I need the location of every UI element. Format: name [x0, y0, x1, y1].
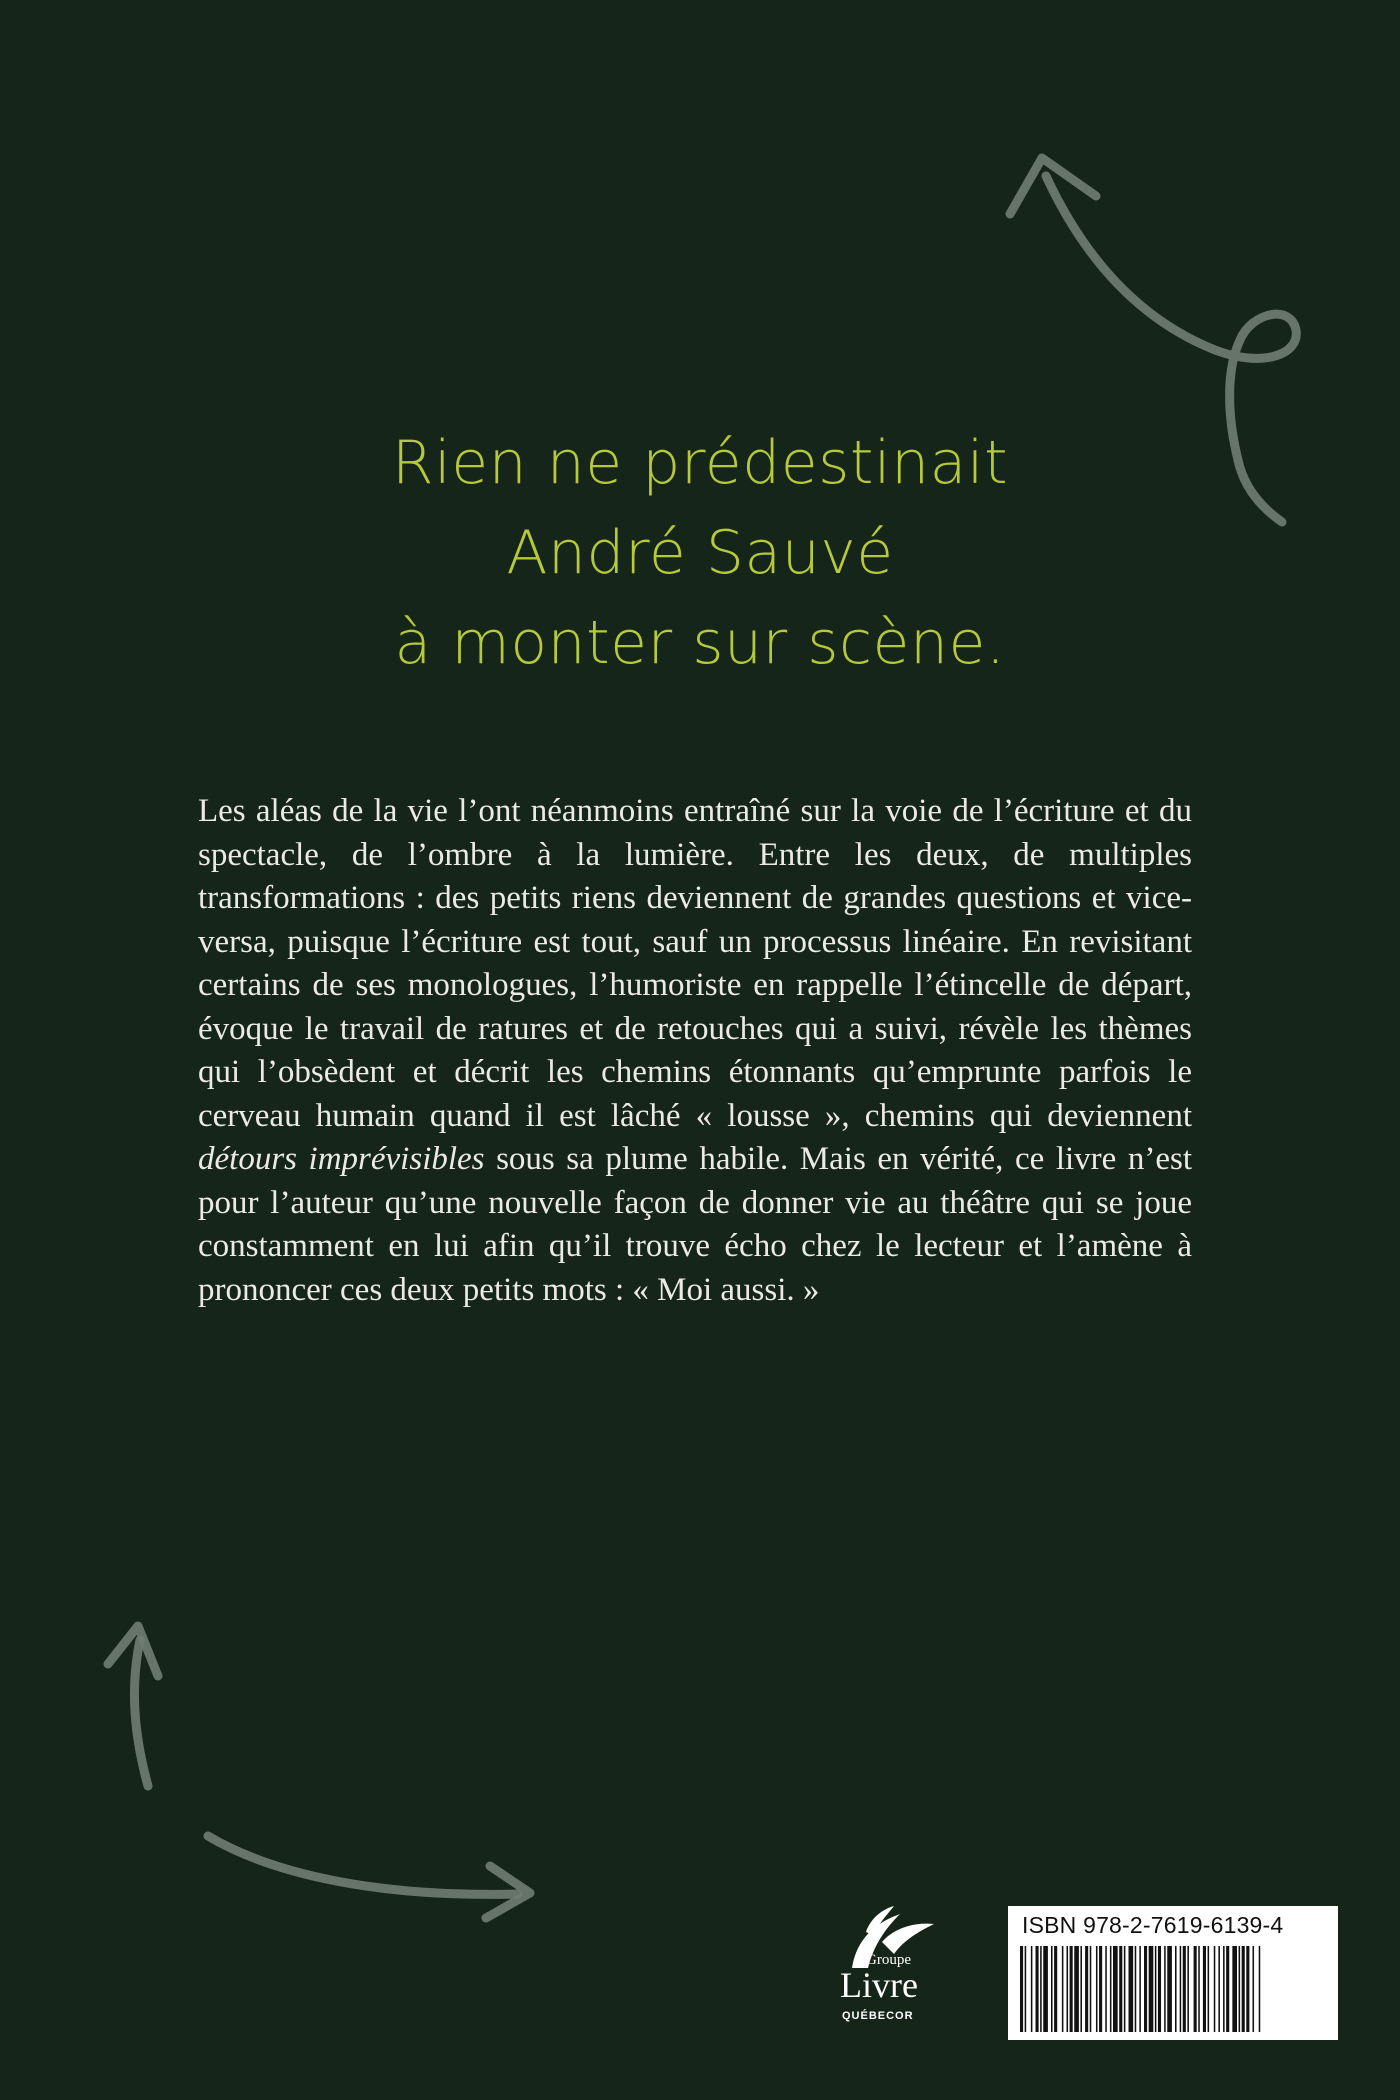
publisher-logo [808, 1902, 958, 2042]
isbn-barcode [1008, 1906, 1338, 2040]
barcode-icon [1020, 1946, 1326, 2032]
headline-line-3: à monter sur scène. [394, 608, 1006, 678]
blurb-emphasis: détours imprévisibles [198, 1141, 485, 1177]
publisher-groupe: Groupe [866, 1952, 911, 1968]
isbn-label: ISBN 978-2-7619-6139-4 [1022, 1912, 1284, 1938]
bottom-left-up-arrow-icon [134, 1640, 148, 1786]
headline-line-2: André Sauvé [506, 518, 894, 588]
headline [0, 418, 1400, 688]
publisher-livre: Livre [840, 1965, 918, 2005]
blurb-part-2: sous sa plume habile. Mais en vérité, ce livre n’est pour l’auteur qu’une nouvelle façon de donner vie au théâtre qui se joue constamment en lui afin qu’il trouve écho chez le lecteur et l’amène à prononcer ces deux petits mots : « Moi aussi. » [198, 1141, 1192, 1308]
bottom-left-right-arrow-icon [208, 1836, 518, 1894]
back-cover-blurb [198, 790, 1192, 1312]
headline-line-1: Rien ne prédestinait [391, 428, 1009, 498]
publisher-quebecor: QUÉBECOR [842, 2010, 914, 2022]
blurb-part-1: Les aléas de la vie l’ont néanmoins entraîné sur la voie de l’écriture et du spectacle, de l’ombre à la lumière. Entre les deux, de multiples transformations : des petits riens deviennent de grandes questions et vice-versa, puisque l’écriture est tout, sauf un processus linéaire. En revisitant certains de ses monologues, l’humoriste en rappelle l’étincelle de départ, évoque le travail de ratures et de retouches qui a suivi, révèle les thèmes qui l’obsèdent et décrit les chemins étonnants qu’emprunte parfois le cerveau humain quand il est lâché « lousse », chemins qui deviennent [198, 793, 1192, 1134]
